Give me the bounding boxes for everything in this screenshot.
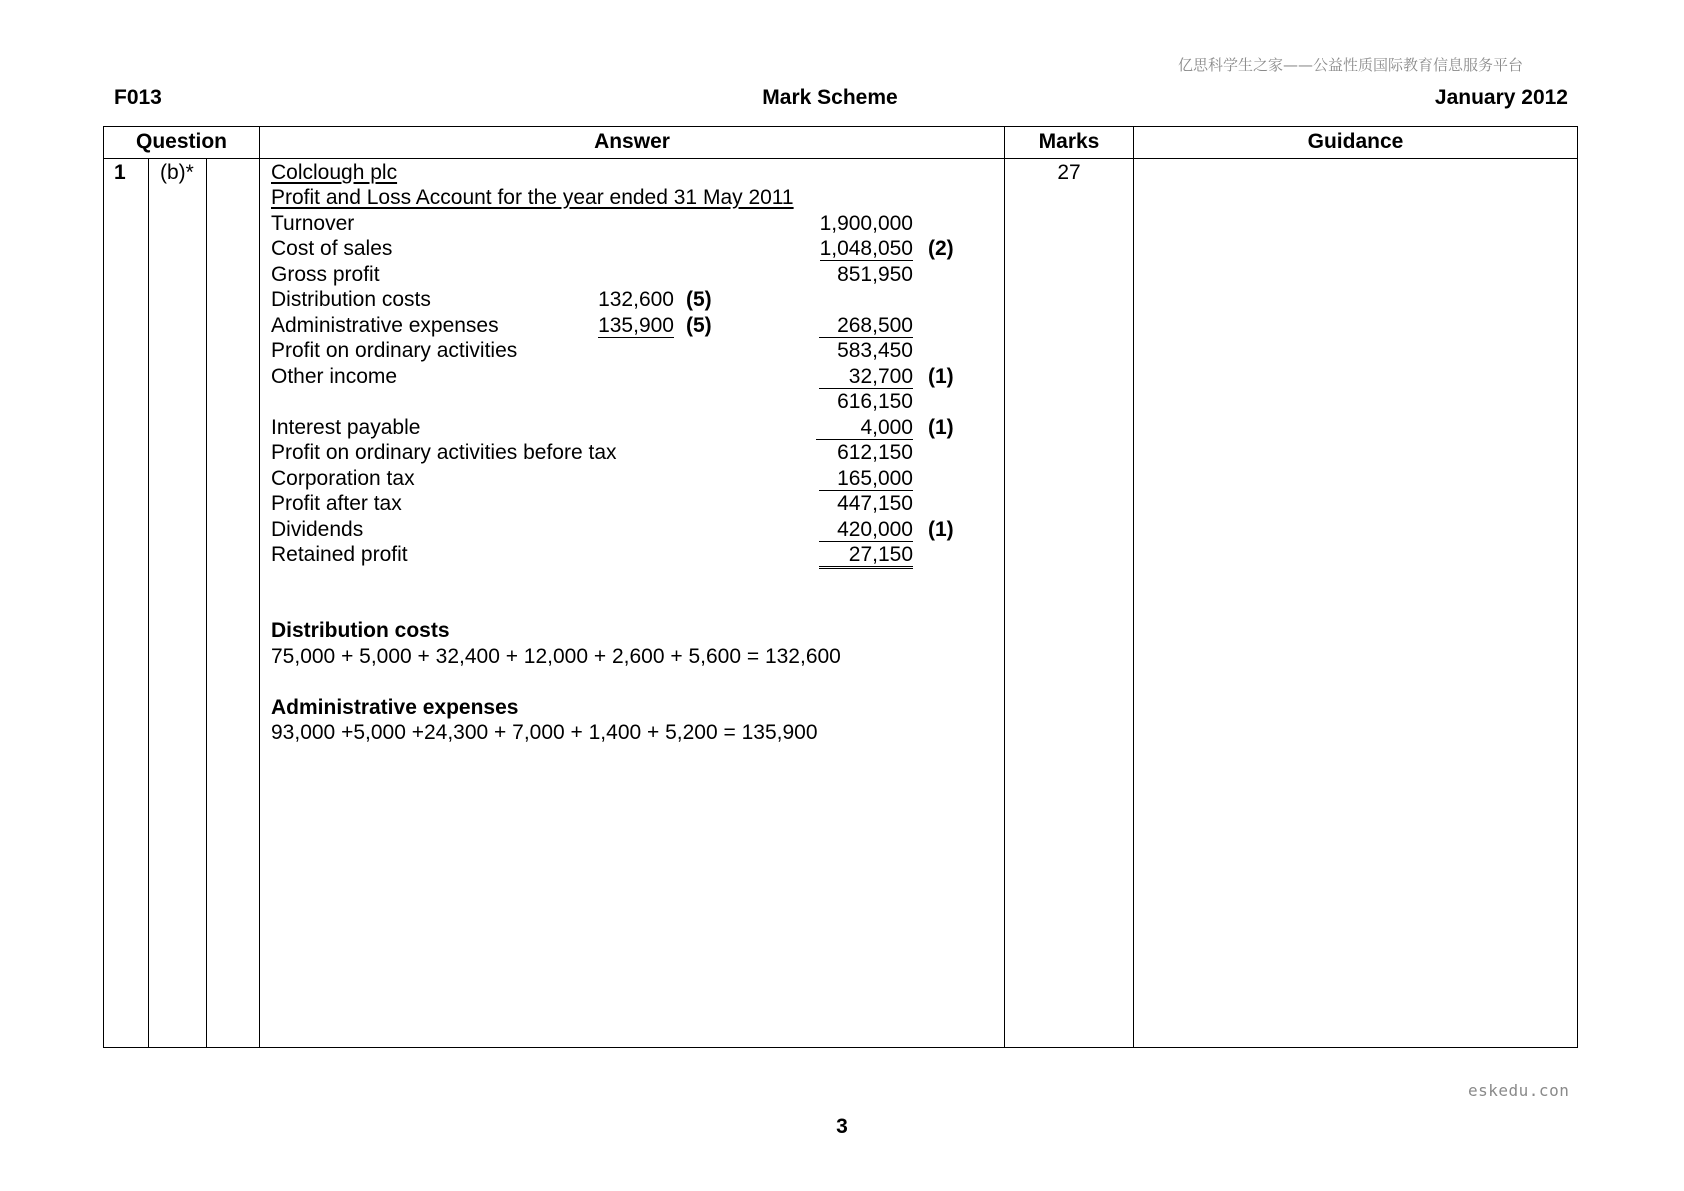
statement-line-mark: (1) — [928, 365, 954, 388]
column-header-question: Question — [135, 130, 227, 153]
table-divider-marks — [1004, 126, 1005, 1048]
statement-line-mark: (1) — [928, 518, 954, 541]
statement-line-total: 851,950 — [837, 263, 913, 286]
statement-line-label: Cost of sales — [271, 237, 393, 260]
column-header-guidance: Guidance — [1307, 130, 1404, 153]
statement-line-label: Profit on ordinary activities — [271, 339, 518, 362]
statement-line-mark: (2) — [928, 237, 954, 260]
page-number: 3 — [836, 1115, 848, 1138]
statement-line-label: Other income — [271, 365, 398, 388]
statement-line-label: Retained profit — [271, 543, 408, 566]
statement-line-total: 447,150 — [837, 492, 913, 515]
statement-line-label: Corporation tax — [271, 467, 415, 490]
statement-line-label: Distribution costs — [271, 288, 431, 311]
statement-line-total: 27,150 — [819, 543, 913, 569]
statement-line-total: 616,150 — [837, 390, 913, 413]
document-title: Mark Scheme — [762, 86, 898, 109]
statement-line-sub: 135,900 — [598, 314, 674, 337]
statement-line-label: Gross profit — [271, 263, 380, 286]
statement-title: Profit and Loss Account for the year ended 31 May 2011 — [271, 186, 794, 209]
statement-line-total: 165,000 — [819, 467, 913, 491]
table-divider-guidance — [1133, 126, 1134, 1048]
table-divider-subpart — [206, 158, 207, 1048]
question-part: (b)* — [160, 161, 194, 184]
statement-line-label: Dividends — [271, 518, 364, 541]
statement-line-total: 583,450 — [837, 339, 913, 362]
table-divider-answer — [259, 126, 260, 1048]
company-name: Colclough plc — [271, 161, 398, 184]
statement-line-total: 4,000 — [816, 416, 913, 440]
statement-line-total: 420,000 — [819, 518, 913, 542]
question-number: 1 — [114, 161, 126, 184]
table-header-divider — [103, 158, 1578, 159]
statement-line-label: Administrative expenses — [271, 314, 499, 337]
watermark-bottom: eskedu.con — [1468, 1081, 1570, 1100]
working-calc-distribution: 75,000 + 5,000 + 32,400 + 12,000 + 2,600 + 5,600 = 132,600 — [271, 645, 841, 668]
table-divider-part — [148, 158, 149, 1048]
statement-line-label: Turnover — [271, 212, 355, 235]
statement-line-total: 32,700 — [819, 365, 913, 389]
watermark-top: 亿思科学生之家——公益性质国际教育信息服务平台 — [1178, 56, 1524, 74]
statement-line-label: Interest payable — [271, 416, 421, 439]
statement-line-total: 612,150 — [837, 441, 913, 464]
marks-value: 27 — [1057, 161, 1081, 184]
column-header-marks: Marks — [1038, 130, 1100, 153]
working-calc-administrative: 93,000 +5,000 +24,300 + 7,000 + 1,400 + 5,200 = 135,900 — [271, 721, 818, 744]
statement-line-sub: 132,600 — [598, 288, 674, 311]
working-heading-distribution: Distribution costs — [271, 619, 450, 642]
statement-line-sub-mark: (5) — [686, 288, 712, 311]
document-code: F013 — [114, 86, 162, 109]
column-header-answer: Answer — [594, 130, 670, 153]
statement-line-label: Profit after tax — [271, 492, 402, 515]
working-heading-administrative: Administrative expenses — [271, 696, 519, 719]
document-date: January 2012 — [1434, 86, 1568, 109]
statement-line-mark: (1) — [928, 416, 954, 439]
statement-line-sub-mark: (5) — [686, 314, 712, 337]
statement-line-total: 1,048,050 — [819, 237, 913, 260]
statement-line-total: 268,500 — [819, 314, 913, 338]
statement-line-label: Profit on ordinary activities before tax — [271, 441, 617, 464]
statement-line-total: 1,900,000 — [819, 212, 913, 235]
